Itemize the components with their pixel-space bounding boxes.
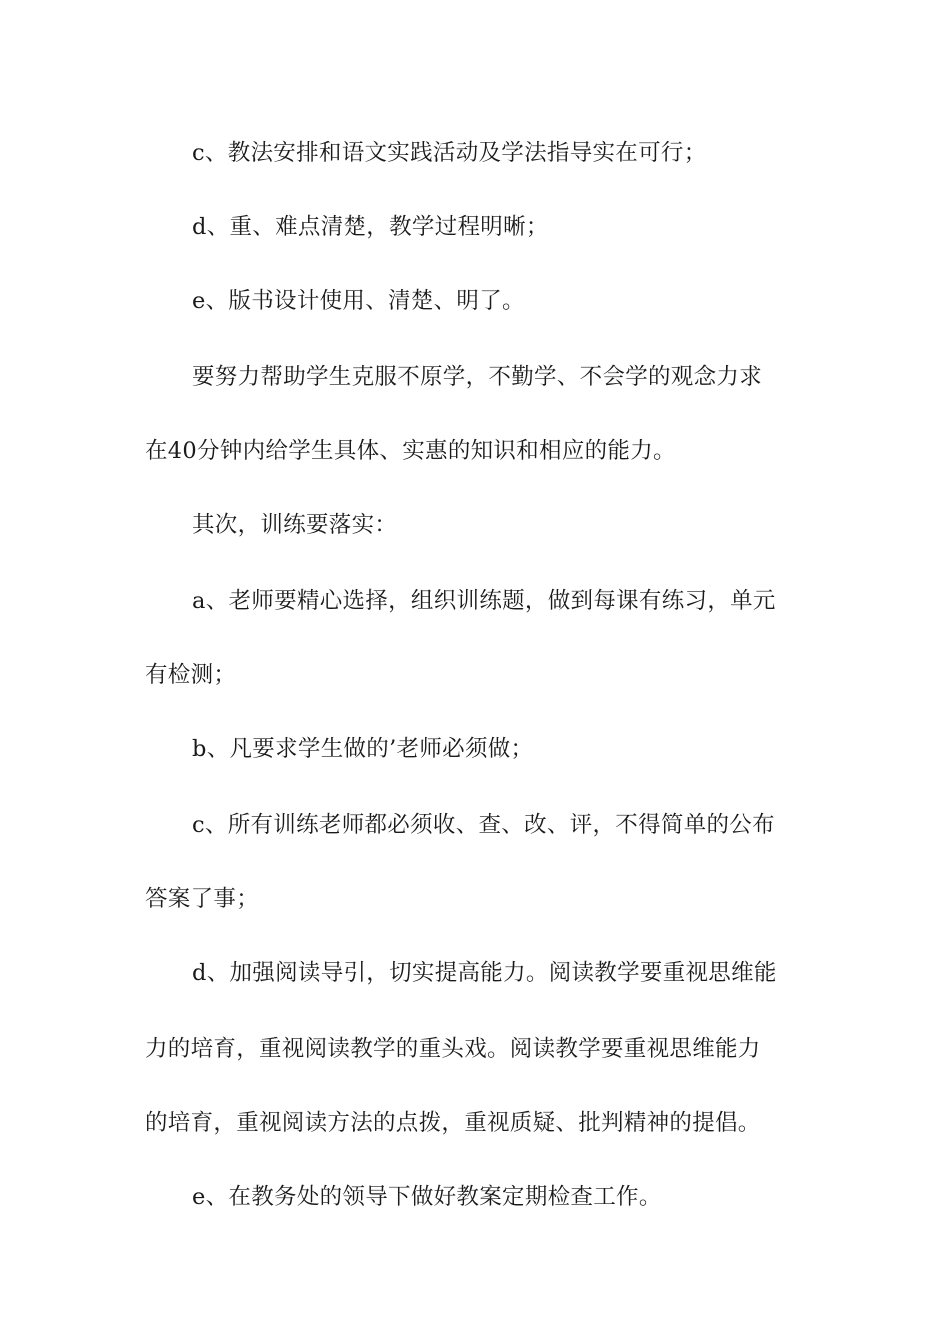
text-line: a、老师要精心选择，组织训练题，做到每课有练习，单元 bbox=[192, 588, 776, 614]
text-line: 在40分钟内给学生具体、实惠的知识和相应的能力。 bbox=[145, 438, 676, 464]
text-line: b、凡要求学生做的’老师必须做； bbox=[192, 736, 534, 762]
text-line: c、教法安排和语文实践活动及学法指导实在可行； bbox=[192, 140, 707, 166]
text-line: 其次，训练要落实： bbox=[192, 512, 398, 538]
text-line: c、所有训练老师都必须收、查、改、评，不得简单的公布 bbox=[192, 812, 775, 838]
text-line: d、加强阅读导引，切实提高能力。阅读教学要重视思维能 bbox=[192, 960, 777, 986]
text-line: d、重、难点清楚，教学过程明晰； bbox=[192, 214, 549, 240]
text-line: 的培育，重视阅读方法的点拨，重视质疑、批判精神的提倡。 bbox=[145, 1110, 761, 1136]
text-line: 要努力帮助学生克服不原学，不勤学、不会学的观念力求 bbox=[192, 364, 763, 390]
text-line: e、在教务处的领导下做好教案定期检查工作。 bbox=[192, 1184, 662, 1210]
text-line: 答案了事； bbox=[145, 886, 260, 912]
text-line: 有检测； bbox=[145, 662, 237, 688]
text-line: e、版书设计使用、清楚、明了。 bbox=[192, 288, 525, 314]
text-line: 力的培育，重视阅读教学的重头戏。阅读教学要重视思维能力 bbox=[145, 1036, 761, 1062]
